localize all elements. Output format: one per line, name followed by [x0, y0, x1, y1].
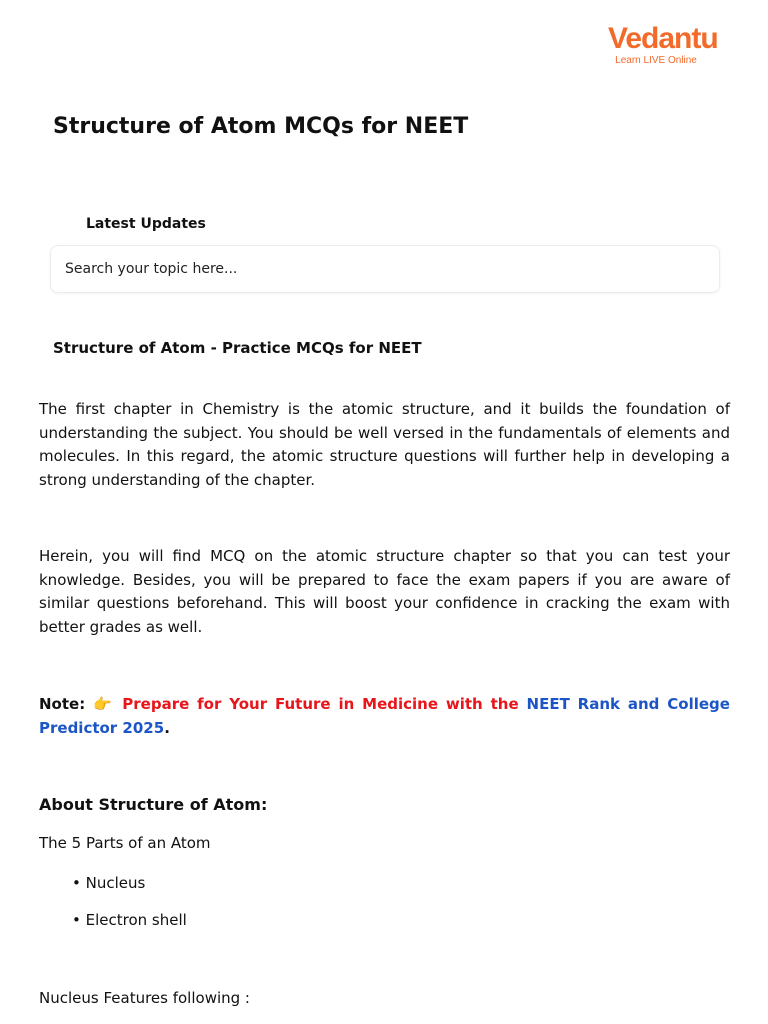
- list-item: • Electron shell: [72, 911, 187, 929]
- logo-tagline: Learn LIVE Online: [615, 55, 697, 66]
- mcq-paragraph: Herein, you will find MCQ on the atomic structure chapter so that you can test your knowledge. Besides, you will be prepared to face the exam papers if you are aware of similar questions beforehand. This will boost your confidence in cracking the exam with better grades as well.: [39, 547, 730, 636]
- parts-list: [72, 871, 187, 945]
- features-intro: Nucleus Features following :: [39, 989, 250, 1007]
- list-item: • Nucleus: [72, 874, 146, 892]
- pointing-hand-icon: 👉: [93, 695, 115, 713]
- intro-paragraph: The first chapter in Chemistry is the atomic structure, and it builds the foundation of understanding the subject. You should be well versed in the fundamentals of elements and molecules. In this regard, the atomic structure questions will further help in developing a strong understanding of the chapter.: [39, 400, 730, 489]
- about-heading: About Structure of Atom:: [39, 795, 268, 814]
- vedantu-logo[interactable]: [608, 20, 718, 66]
- note-label: Note:: [39, 695, 86, 713]
- logo-wordmark: Vedantu: [608, 22, 718, 55]
- article-heading: Structure of Atom - Practice MCQs for NEET: [53, 339, 422, 357]
- page-title: Structure of Atom MCQs for NEET: [53, 114, 469, 139]
- search-box[interactable]: [50, 245, 720, 293]
- note-period: .: [164, 718, 170, 737]
- search-input[interactable]: [51, 246, 705, 292]
- latest-updates-label[interactable]: Latest Updates: [86, 216, 206, 232]
- rank-predictor-link[interactable]: NEET Rank and College Predictor 2025: [39, 695, 730, 737]
- note-promo-text: Prepare for Your Future in Medicine with the: [122, 695, 519, 713]
- parts-intro: The 5 Parts of an Atom: [39, 834, 211, 852]
- note-callout: [39, 693, 730, 740]
